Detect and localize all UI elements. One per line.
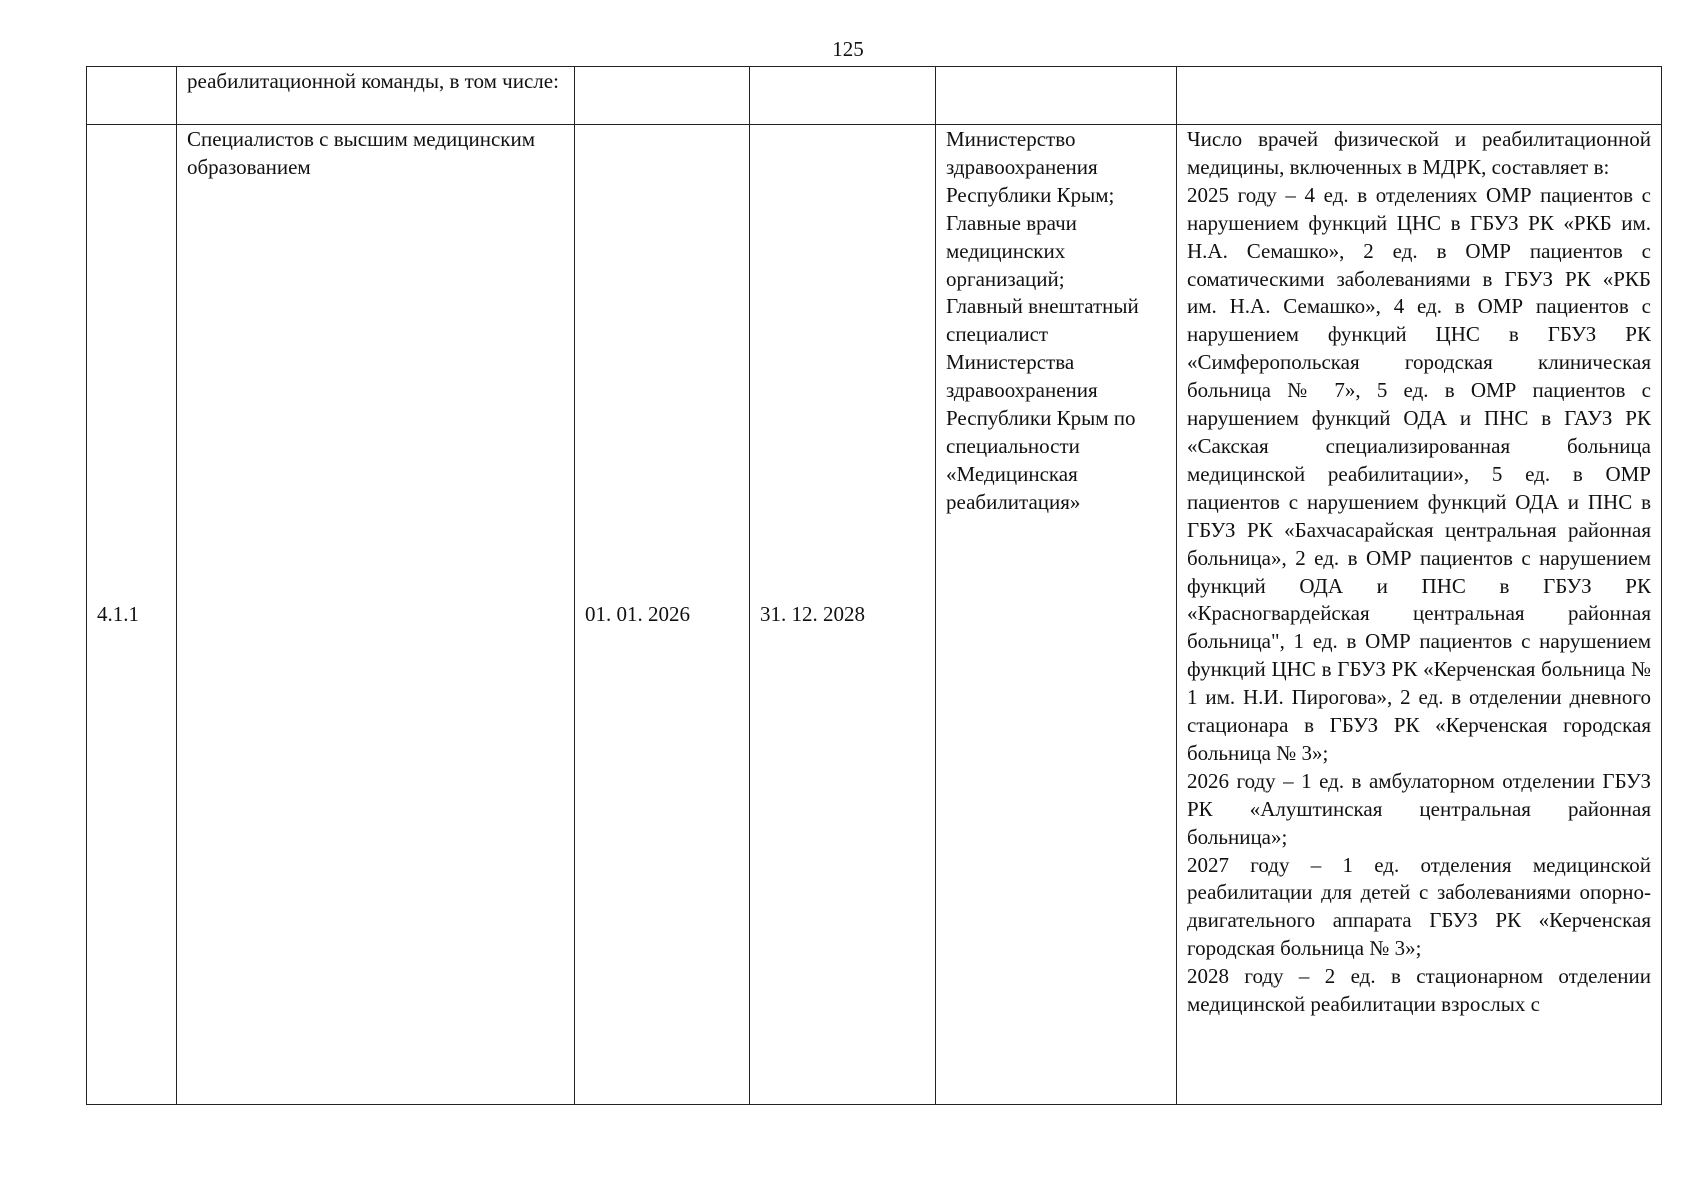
result-paragraph: Число врачей физической и реабилитационной медицины, включенных в МДРК, составляет в:	[1187, 127, 1651, 179]
cell-measure-name: реабилитационной команды, в том числе:	[177, 67, 575, 125]
cell-responsible: Министерство здравоохранения Республики Крым; Главные врачи медицинских организаций; Главный внештатный специалист Министерства здравоохранения Республики Крым по специальности «Медицинская реабилитация»	[936, 125, 1177, 1105]
measures-table	[86, 66, 1662, 1105]
cell-end-date	[750, 67, 936, 125]
table-row-continuation	[87, 67, 1662, 125]
page-number: 125	[832, 37, 864, 61]
cell-measure-name: Специалистов с высшим медицинским образованием	[177, 125, 575, 1105]
cell-result	[1177, 125, 1662, 1105]
cell-result	[1177, 67, 1662, 125]
result-paragraph: 2026 году – 1 ед. в амбулаторном отделении ГБУЗ РК «Алуштинская центральная районная больница»;	[1187, 768, 1651, 849]
cell-number: 4.1.1	[87, 125, 177, 1105]
cell-responsible	[936, 67, 1177, 125]
result-paragraph: 2025 году – 4 ед. в отделениях ОМР пациентов с нарушением функций ЦНС в ГБУЗ РК «РКБ им. Н.А. Семашко», 2 ед. в ОМР пациентов с соматическими заболеваниями в ГБУЗ РК «РКБ им. Н.А. Семашко», 4 ед. в ОМР пациентов с нарушением функций ЦНС в ГБУЗ РК «Симферопольская городская клиническая больница № 7», 5 ед. в ОМР пациентов с нарушением функций ОДА и ПНС в ГАУЗ РК «Сакская специализированная больница медицинской реабилитации», 5 ед. в ОМР пациентов с нарушением функций ОДА и ПНС в ГБУЗ РК «Бахчасарайская центральная районная больница», 2 ед. в ОМР пациентов с нарушением функций ОДА и ПНС в ГБУЗ РК «Красногвардейская центральная районная больница", 1 ед. в ОМР пациентов с нарушением функций ЦНС в ГБУЗ РК «Керченская больница № 1 им. Н.И. Пирогова», 2 ед. в отделении дневного стационара в ГБУЗ РК «Керченская городская больница № 3»;	[1187, 182, 1651, 765]
result-paragraph: 2027 году – 1 ед. отделения медицинской реабилитации для детей с заболеваниями опорно-двигательного аппарата ГБУЗ РК «Керченская городская больница № 3»;	[1187, 852, 1651, 961]
result-paragraph: 2028 году – 2 ед. в стационарном отделении медицинской реабилитации взрослых с	[1187, 964, 1651, 1017]
cell-start-date	[575, 67, 750, 125]
cell-start-date: 01. 01. 2026	[575, 125, 750, 1105]
cell-number	[87, 67, 177, 125]
cell-end-date: 31. 12. 2028	[750, 125, 936, 1105]
table-row-4-1-1	[87, 125, 1662, 1105]
